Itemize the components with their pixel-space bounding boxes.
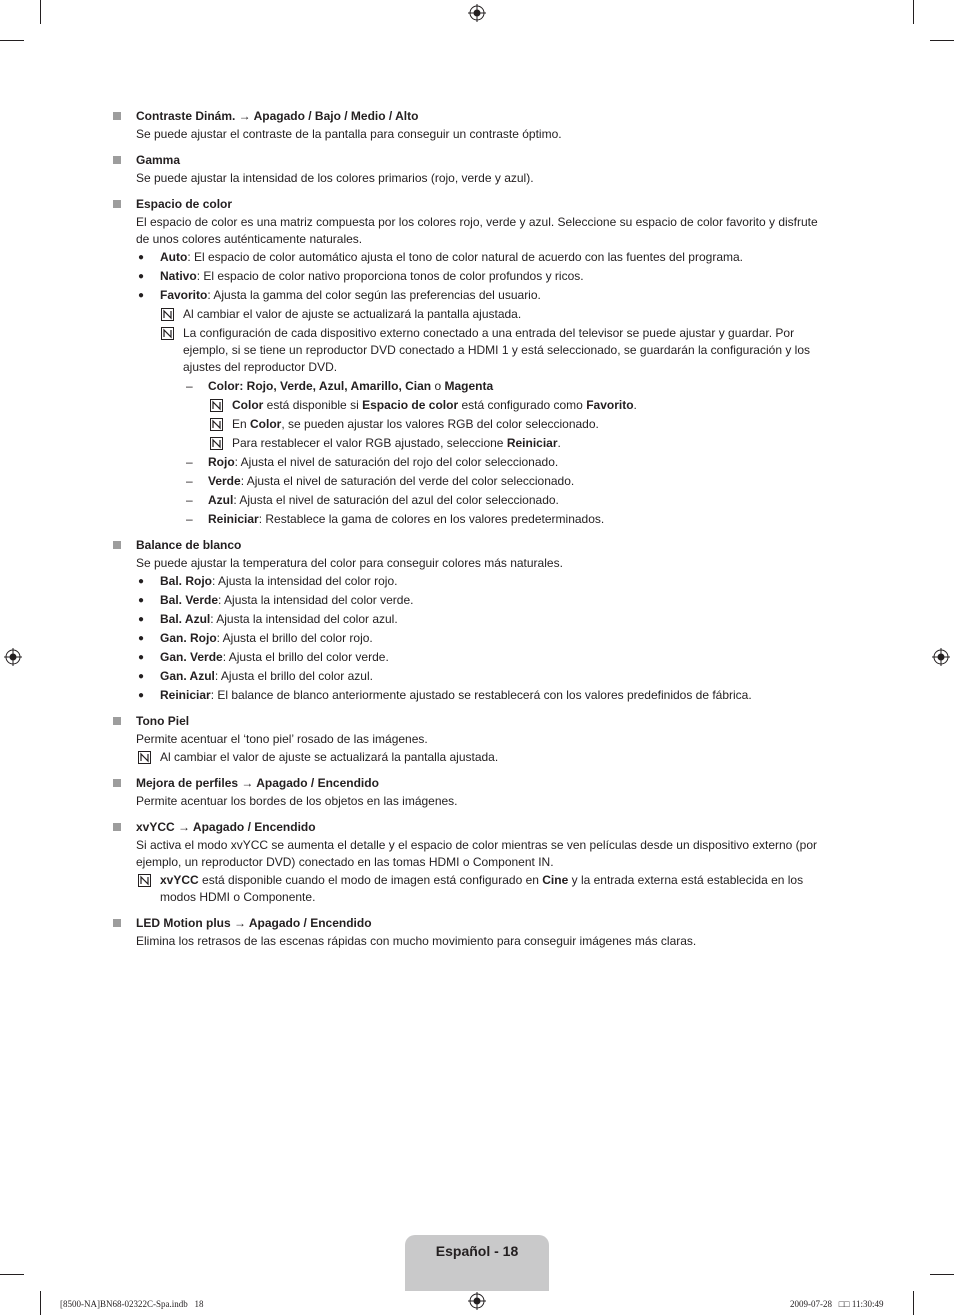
dash-bullet: – xyxy=(186,474,193,488)
note-term: Espacio de color xyxy=(362,398,459,412)
crop-mark xyxy=(913,1291,914,1315)
note-text: y la entrada externa está establecida en los modos HDMI o Componente. xyxy=(160,873,804,904)
note xyxy=(136,397,833,414)
note-term: Color xyxy=(250,417,282,431)
option-term: Gan. Verde xyxy=(160,650,223,664)
note xyxy=(136,749,833,766)
crop-mark xyxy=(913,0,914,24)
option-text: : Ajusta el brillo del color verde. xyxy=(222,650,389,664)
sub-option xyxy=(136,492,833,509)
option-term: Reiniciar xyxy=(208,512,259,526)
note xyxy=(136,325,833,376)
option-text: o xyxy=(431,379,445,393)
crop-mark xyxy=(40,0,41,24)
setting-description: Permite acentuar los bordes de los objetos en las imágenes. xyxy=(136,794,458,808)
round-bullet-icon: ● xyxy=(138,671,145,682)
print-slug-date: 2009-07-28 □□ 11:30:49 xyxy=(790,1299,884,1309)
square-bullet-icon xyxy=(113,541,121,549)
square-bullet-icon xyxy=(113,779,121,787)
registration-mark-icon xyxy=(468,1292,486,1310)
dash-bullet: – xyxy=(186,379,193,393)
square-bullet-icon xyxy=(113,156,121,164)
setting-balance-de-blanco xyxy=(113,537,833,704)
note xyxy=(136,306,833,323)
option-term: Magenta xyxy=(444,379,494,393)
note-icon xyxy=(210,399,223,412)
setting-description: Si activa el modo xvYCC se aumenta el detalle y el espacio de color mientras se ven películas desde un dispositivo externo (por ejemplo, un reproductor DVD) conectado en las tomas HDMI o Component IN. xyxy=(136,838,818,869)
list-item xyxy=(136,287,833,304)
note-icon xyxy=(161,308,174,321)
note-icon xyxy=(161,327,174,340)
list-item xyxy=(136,611,833,628)
note-icon xyxy=(138,751,151,764)
note-text: . xyxy=(633,398,637,412)
list-item xyxy=(136,249,833,266)
square-bullet-icon xyxy=(113,823,121,831)
option-term: Auto xyxy=(160,250,188,264)
setting-description: Permite acentuar el ‘tono piel’ rosado de las imágenes. xyxy=(136,732,428,746)
option-text: : Ajusta la intensidad del color verde. xyxy=(218,593,414,607)
list-item xyxy=(136,268,833,285)
option-text: : El balance de blanco anteriormente ajustado se restablecerá con los valores predefinidos de fábrica. xyxy=(210,688,752,702)
setting-description: Se puede ajustar la temperatura del color para conseguir colores más naturales. xyxy=(136,556,563,570)
round-bullet-icon: ● xyxy=(138,576,145,587)
note-text: La configuración de cada dispositivo externo conectado a una entrada del televisor se puede ajustar y guardar. Por ejemplo, si se tiene un reproductor DVD conectado a HDMI 1 y está seleccionado, se guardarán la configuración y los ajustes del reproductor DVD. xyxy=(183,326,811,374)
setting-description: Elimina los retrasos de las escenas rápidas con mucho movimiento para conseguir imágenes más claras. xyxy=(136,934,697,948)
note-term: Cine xyxy=(542,873,569,887)
note-term: Color xyxy=(232,398,264,412)
round-bullet-icon: ● xyxy=(138,290,145,301)
note-term: Favorito xyxy=(586,398,634,412)
sub-option xyxy=(136,473,833,490)
option-term: Bal. Azul xyxy=(160,612,211,626)
note xyxy=(136,435,833,452)
page-number: Español - 18 xyxy=(435,1243,519,1259)
option-term: Favorito xyxy=(160,288,208,302)
list-item xyxy=(136,573,833,590)
setting-gamma xyxy=(113,152,833,187)
option-text: : Ajusta la intensidad del color azul. xyxy=(210,612,398,626)
setting-tono-piel xyxy=(113,713,833,766)
setting-title: Espacio de color xyxy=(136,197,233,211)
list-item xyxy=(136,630,833,647)
setting-description: Se puede ajustar el contraste de la pantalla para conseguir un contraste óptimo. xyxy=(136,127,562,141)
setting-title: Balance de blanco xyxy=(136,538,242,552)
setting-description: Se puede ajustar la intensidad de los colores primarios (rojo, verde y azul). xyxy=(136,171,534,185)
page-number-tab xyxy=(405,1235,549,1291)
option-text: : Ajusta el nivel de saturación del azul del color seleccionado. xyxy=(233,493,559,507)
sub-option xyxy=(136,454,833,471)
sub-option xyxy=(136,511,833,528)
setting-mejora-de-perfiles xyxy=(113,775,833,810)
option-text: : Ajusta el brillo del color rojo. xyxy=(216,631,373,645)
option-term: Bal. Rojo xyxy=(160,574,213,588)
note-term: xvYCC xyxy=(160,873,199,887)
note-icon xyxy=(138,874,151,887)
round-bullet-icon: ● xyxy=(138,614,145,625)
option-text: : Ajusta el brillo del color azul. xyxy=(214,669,373,683)
note-icon xyxy=(210,418,223,431)
option-term: Verde xyxy=(208,474,241,488)
note-text: . xyxy=(557,436,561,450)
setting-description: El espacio de color es una matriz compuesta por los colores rojo, verde y azul. Seleccione su espacio de color favorito y disfrute de unos colores auténticamente naturales. xyxy=(136,215,818,246)
note-text: está configurado como xyxy=(458,398,587,412)
dash-bullet: – xyxy=(186,493,193,507)
note-icon xyxy=(210,437,223,450)
setting-title: LED Motion plus → Apagado / Encendido xyxy=(136,916,372,930)
option-term: Reiniciar xyxy=(160,688,211,702)
setting-contraste-dinamico xyxy=(113,108,833,143)
square-bullet-icon xyxy=(113,200,121,208)
list-item xyxy=(136,687,833,704)
option-term: Nativo xyxy=(160,269,197,283)
setting-title: Mejora de perfiles → Apagado / Encendido xyxy=(136,776,379,790)
setting-espacio-de-color xyxy=(113,196,833,528)
option-text: : Ajusta la intensidad del color rojo. xyxy=(212,574,398,588)
dash-bullet: – xyxy=(186,455,193,469)
square-bullet-icon xyxy=(113,717,121,725)
crop-mark xyxy=(0,40,24,41)
note-text: está disponible si xyxy=(263,398,363,412)
note xyxy=(136,872,833,906)
manual-content xyxy=(113,108,833,959)
round-bullet-icon: ● xyxy=(138,271,145,282)
note-text: En xyxy=(232,417,251,431)
setting-led-motion-plus xyxy=(113,915,833,950)
print-slug-file: [8500-NA]BN68-02322C-Spa.indb 18 xyxy=(60,1299,204,1309)
note-term: Reiniciar xyxy=(506,436,558,450)
note-text: está disponible cuando el modo de imagen está configurado en xyxy=(198,873,543,887)
note xyxy=(136,416,833,433)
note-text: Al cambiar el valor de ajuste se actualizará la pantalla ajustada. xyxy=(160,750,499,764)
option-term: Color: Rojo, Verde, Azul, Amarillo, Cian xyxy=(208,379,432,393)
option-text: : Ajusta el nivel de saturación del verde del color seleccionado. xyxy=(240,474,575,488)
setting-title: xvYCC → Apagado / Encendido xyxy=(136,820,316,834)
round-bullet-icon: ● xyxy=(138,252,145,263)
round-bullet-icon: ● xyxy=(138,652,145,663)
option-text: : Ajusta la gamma del color según las preferencias del usuario. xyxy=(207,288,541,302)
registration-mark-icon xyxy=(4,648,22,666)
list-item xyxy=(136,649,833,666)
option-term: Rojo xyxy=(208,455,235,469)
setting-title: Contraste Dinám. → Apagado / Bajo / Medio / Alto xyxy=(136,109,419,123)
crop-mark xyxy=(930,40,954,41)
crop-mark xyxy=(930,1274,954,1275)
setting-title: Tono Piel xyxy=(136,714,190,728)
note-text: , se pueden ajustar los valores RGB del color seleccionado. xyxy=(281,417,599,431)
option-term: Bal. Verde xyxy=(160,593,219,607)
list-item xyxy=(136,592,833,609)
round-bullet-icon: ● xyxy=(138,690,145,701)
option-term: Azul xyxy=(208,493,234,507)
setting-xvycc xyxy=(113,819,833,906)
crop-mark xyxy=(40,1291,41,1315)
note-text: Al cambiar el valor de ajuste se actualizará la pantalla ajustada. xyxy=(183,307,522,321)
square-bullet-icon xyxy=(113,112,121,120)
round-bullet-icon: ● xyxy=(138,633,145,644)
sub-option xyxy=(136,378,833,395)
round-bullet-icon: ● xyxy=(138,595,145,606)
list-item xyxy=(136,668,833,685)
registration-mark-icon xyxy=(468,4,486,22)
note-text: Para restablecer el valor RGB ajustado, seleccione xyxy=(232,436,507,450)
option-text: : Restablece la gama de colores en los valores predeterminados. xyxy=(258,512,605,526)
dash-bullet: – xyxy=(186,512,193,526)
option-text: : Ajusta el nivel de saturación del rojo del color seleccionado. xyxy=(234,455,559,469)
option-text: : El espacio de color automático ajusta el tono de color natural de acuerdo con las fuentes del programa. xyxy=(187,250,743,264)
option-text: : El espacio de color nativo proporciona tonos de color profundos y ricos. xyxy=(196,269,584,283)
option-term: Gan. Rojo xyxy=(160,631,217,645)
option-term: Gan. Azul xyxy=(160,669,215,683)
crop-mark xyxy=(0,1274,24,1275)
square-bullet-icon xyxy=(113,919,121,927)
registration-mark-icon xyxy=(932,648,950,666)
setting-title: Gamma xyxy=(136,153,181,167)
